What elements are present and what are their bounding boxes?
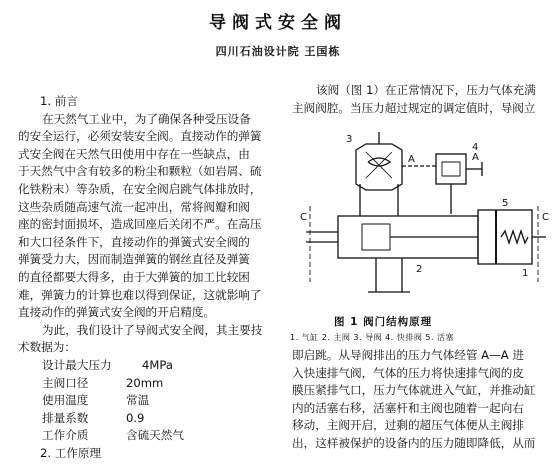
text-line: 座的密封面损坏，造成回座后关闭不严。在高压 bbox=[18, 217, 262, 232]
spec-row bbox=[18, 410, 280, 428]
text-line: 入快速排气阀，气体的压力将快速排气阀的皮 bbox=[292, 365, 524, 380]
spec-label: 使用温度 bbox=[42, 393, 89, 408]
label-c-right: C bbox=[542, 212, 549, 223]
spec-label: 设计最大压力 bbox=[42, 357, 112, 372]
text-line: 膜压紧排气口，压力气体就进入气缸，并推动缸 bbox=[292, 383, 536, 398]
spec-value: 含硫天然气 bbox=[126, 428, 184, 443]
pilot-valve-body bbox=[356, 144, 402, 190]
label-1: 1 bbox=[522, 268, 529, 279]
quick-exhaust-valve bbox=[436, 154, 466, 184]
spec-row bbox=[18, 427, 280, 445]
label-2: 2 bbox=[416, 264, 423, 275]
text-line: 移动，主阀开启，过剩的超压气体便从主阀排 bbox=[292, 418, 524, 433]
text-line: 出，这样被保护的设备内的压力随即降低，从而 bbox=[292, 435, 536, 450]
valve-schematic-figure bbox=[296, 122, 552, 310]
text-line: 直接动作的弹簧式安全阀的开启精度。 bbox=[18, 305, 216, 320]
text-line: 术数据为： bbox=[18, 340, 76, 355]
text-line: 的安全运行，必须安装安全阀。直接动作的弹簧 bbox=[18, 129, 262, 144]
text-line: 化铁粉末）等杂质，在安全阀启跳气体排放时， bbox=[18, 181, 262, 196]
spec-value: 0.9 bbox=[126, 410, 145, 425]
text-line: 在天然气工业中，为了确保各种受压设备 bbox=[42, 111, 251, 126]
label-c-left: C bbox=[300, 212, 307, 223]
text-line: 内的活塞右移，活塞杆和主阀也随着一起向右 bbox=[292, 400, 524, 415]
return-spring bbox=[501, 231, 528, 243]
author-byline: 四川石油设计院 王国栋 bbox=[215, 45, 341, 58]
left-column bbox=[18, 93, 280, 462]
text-line: 弹簧受力大，因而制造弹簧的钢丝直径及弹簧 bbox=[18, 252, 250, 267]
spec-row bbox=[18, 375, 280, 393]
article-title: 导阀式安全阀 bbox=[209, 13, 347, 33]
spec-row bbox=[18, 357, 280, 375]
spec-label: 排量系数 bbox=[42, 410, 89, 425]
section-heading-principle: 2. 工作原理 bbox=[40, 445, 102, 460]
figure-legend: 1. 气缸 2. 主阀 3. 导阀 4. 快排阀 5. 活塞 bbox=[290, 333, 455, 342]
label-5: 5 bbox=[502, 198, 509, 209]
text-line: 主阀阀腔。当压力超过规定的调定值时，导阀立 bbox=[292, 100, 536, 115]
text-line: 的直径都要大得多，由于大弹簧的加工比较困 bbox=[18, 269, 250, 284]
spec-value: 20mm bbox=[126, 375, 164, 390]
text-line: 为此，我们设计了导阀式安全阀，其主要技 bbox=[42, 322, 263, 337]
label-a-right: A bbox=[472, 152, 479, 163]
cylinder bbox=[478, 210, 532, 264]
text-line: 于天然气中含有较多的粉尘和颗粒（如岩屑、硫 bbox=[18, 164, 262, 179]
spec-label: 主阀口径 bbox=[42, 375, 89, 390]
text-line: 该阀（图 1）在正常情况下，压力气体充满 bbox=[316, 83, 536, 97]
section-heading-intro: 1. 前言 bbox=[40, 94, 78, 108]
spec-value: 4MPa bbox=[142, 357, 173, 372]
text-line: 和大口径条件下，直接动作的弹簧式安全阀的 bbox=[18, 234, 250, 249]
text-line: 难，弹簧力的计算也难以得到保证，这就影响了 bbox=[18, 287, 262, 302]
text-line: 即启跳。从导阀排出的压力气体经管 A—A 进 bbox=[292, 348, 524, 362]
figure-caption: 图 1 阀门结构原理 bbox=[334, 316, 433, 328]
label-3: 3 bbox=[346, 134, 353, 145]
right-column-bottom bbox=[292, 347, 554, 453]
label-a-top: A bbox=[408, 154, 415, 165]
spec-value: 常温 bbox=[126, 393, 150, 408]
text-line: 式安全阀在天然气田使用中存在一些缺点，由 bbox=[18, 146, 250, 161]
spec-row bbox=[18, 392, 280, 410]
label-4: 4 bbox=[472, 142, 479, 153]
right-column-top bbox=[292, 82, 554, 117]
text-line: 这些杂质随高速气流一起冲出，常将阀瓣和阀 bbox=[18, 199, 250, 214]
spec-label: 工作介质 bbox=[42, 428, 89, 443]
